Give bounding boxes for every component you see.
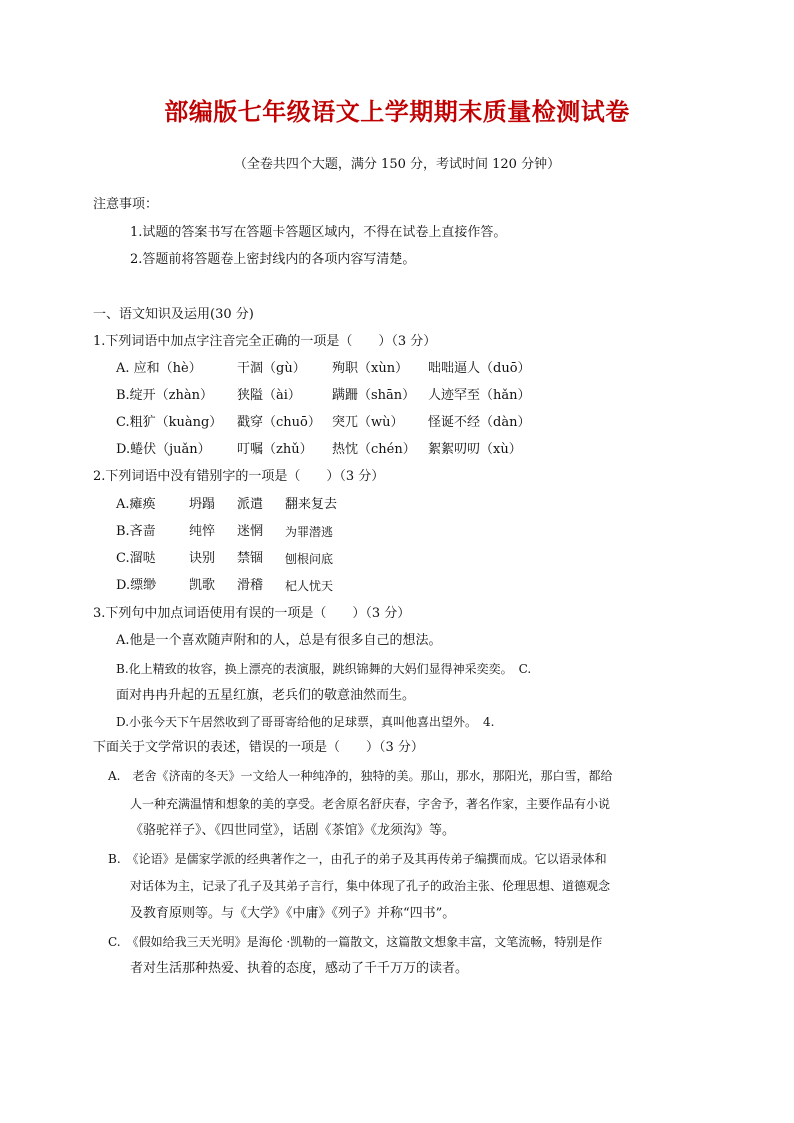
option-item: 突兀（wù） [332,415,404,430]
question-line: 对话体为主，记录了孔子及其弟子言行，集中体现了孔子的政治主张、伦理思想、道德观念 [130,879,611,893]
exam-info: （全卷共四个大题，满分 150 分，考试时间 120 分钟） [233,157,561,172]
question-line: 面对冉冉升起的五星红旗，老兵们的敬意油然而生。 [116,688,416,703]
notice-item: 1.试题的答案书写在答题卡答题区域内，不得在试卷上直接作答。 [130,225,507,240]
question-line: C. 《假如给我三天光明》是海伦 ·凯勒的一篇散文，这篇散文想象丰富，文笔流畅，特别是作 [108,935,603,949]
page-title: 部编版七年级语文上学期期末质量检测试卷 [164,98,630,126]
option-item: D.蜷伏（juǎn） [116,442,211,457]
option-item: 翻来复去 [285,497,338,512]
section-heading: 一、语文知识及运用(30 分) [93,307,254,322]
question-line: B.化上精致的妆容，换上漂亮的表演服，跳织锦舞的大妈们显得神采奕奕。 C. [116,662,532,676]
option-item: 坍蹋 [189,497,216,512]
option-item: 殉职（xùn） [332,361,409,376]
option-item: A. 应和（hè） [116,361,202,376]
question-stem: 3.下列句中加点词语使用有误的一项是（ ）（3 分） [93,606,411,621]
option-item: 干涸（gù） [237,361,306,376]
option-item: D.缥缈 [116,578,157,593]
question-stem: 2.下列词语中没有错别字的一项是（ ）（3 分） [93,469,385,484]
question-line: B. 《论语》是儒家学派的经典著作之一，由孔子的弟子及其再传弟子编撰而成。它以语录体和 [108,852,607,866]
option-item: 滑稽 [237,578,264,593]
option-item: 咄咄逼人（duō） [428,361,531,376]
option-item: 派遣 [237,497,264,512]
option-item: 热忱（chén） [332,442,416,457]
option-item: C.溜哒 [116,551,156,566]
option-item: 诀别 [189,551,216,566]
option-item: 为罪潜逃 [285,525,334,539]
question-line: A.他是一个喜欢随声附和的人，总是有很多自己的想法。 [116,633,442,648]
option-item: 叮嘱（zhǔ） [237,442,313,457]
notice-heading: 注意事项： [93,197,159,212]
option-item: 戳穿（chuō） [237,415,321,430]
option-item: 纯悴 [189,524,216,539]
option-item: 狭隘（ài） [237,388,301,403]
option-item: 怪诞不经（dàn） [428,415,531,430]
option-item: A.瘫痪 [116,497,156,512]
option-item: 人迹罕至（hǎn） [428,388,531,403]
option-item: 禁锢 [237,551,264,566]
option-item: 杞人忧天 [285,579,334,593]
option-item: B.绽开（zhàn） [116,388,214,403]
question-stem: 1.下列词语中加点字注音完全正确的一项是（ ）（3 分） [93,334,437,349]
option-item: 凯歌 [189,578,216,593]
option-item: C.粗犷（kuàng） [116,415,223,430]
question-line: A. 老舍《济南的冬天》一文给人一种纯净的，独特的美。那山，那水，那阳光，那白雪，都给 [108,769,613,783]
question-stem: 下面关于文学常识的表述，错误的一项是（ ）（3 分） [93,740,424,755]
question-line: 人一种充满温情和想象的美的享受。老舍原名舒庆春，字舍予，著名作家，主要作品有小说 [130,797,611,811]
notice-item: 2.答题前将答题卷上密封线内的各项内容写清楚。 [130,252,416,267]
option-item: 刨根问底 [285,552,334,566]
question-line: 者对生活那种热爱、执着的态度，感动了千千万万的读者。 [130,961,469,976]
option-item: 蹒跚（shān） [332,388,416,403]
question-line: D.小张今天下午居然收到了哥哥寄给他的足球票，真叫他喜出望外。 4. [116,715,495,729]
question-line: 及教育原则等。与《大学》《中庸》《列子》并称“四书”。 [130,906,456,921]
option-item: B.吝啬 [116,524,156,539]
option-item: 絮絮叨叨（xù） [428,442,522,457]
question-line: 《骆驼祥子》、《四世同堂》，话剧《茶馆》《龙须沟》等。 [130,823,456,838]
option-item: 迷惘 [237,524,264,539]
